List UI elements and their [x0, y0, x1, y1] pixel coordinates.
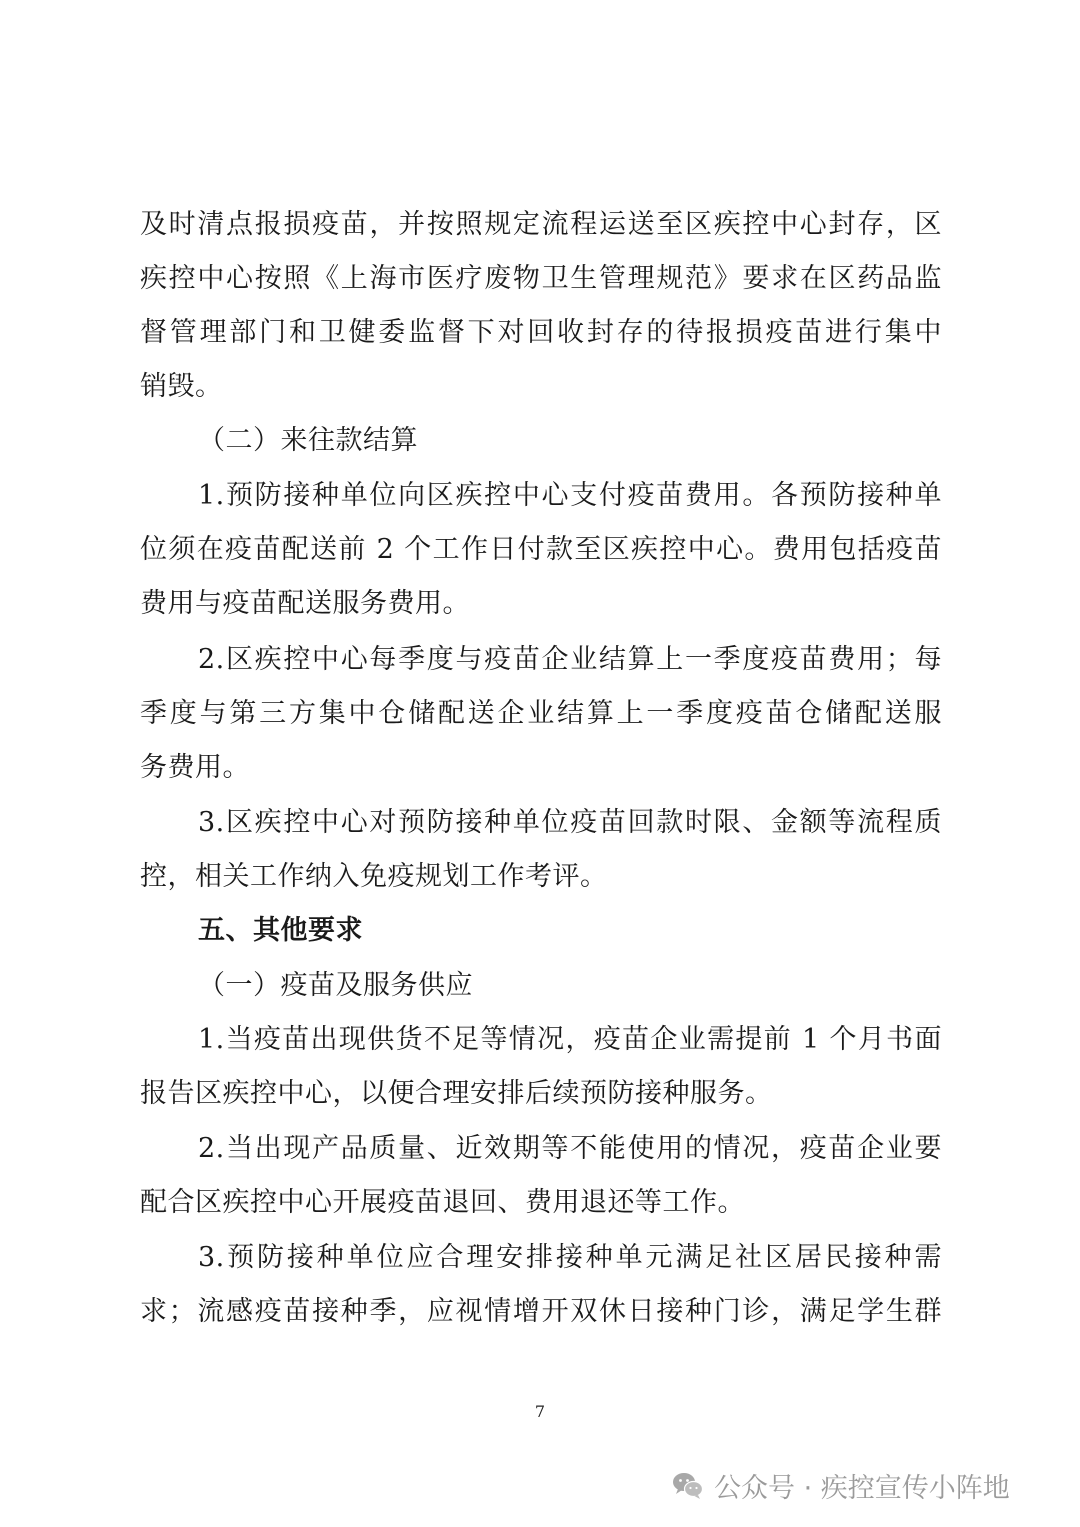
paragraph-line: 1.当疫苗出现供货不足等情况，疫苗企业需提前 1 个月书面	[198, 1024, 942, 1055]
paragraph-line: 费用与疫苗配送服务费用。	[140, 588, 470, 619]
subsection-heading: （一）疫苗及服务供应	[198, 970, 473, 1001]
paragraph-line: 1.预防接种单位向区疾控中心支付疫苗费用。各预防接种单	[198, 480, 942, 511]
paragraph-line: 位须在疫苗配送前 2 个工作日付款至区疾控中心。费用包括疫苗	[140, 534, 942, 565]
paragraph-line: 疾控中心按照《上海市医疗废物卫生管理规范》要求在区药品监	[140, 263, 942, 294]
page-number: 7	[534, 1402, 546, 1421]
paragraph-line: 2.区疾控中心每季度与疫苗企业结算上一季度疫苗费用；每	[198, 644, 942, 675]
section-heading: 五、其他要求	[198, 915, 363, 946]
paragraph-line: 及时清点报损疫苗，并按照规定流程运送至区疾控中心封存，区	[140, 209, 942, 240]
paragraph-line: 控，相关工作纳入免疫规划工作考评。	[140, 861, 608, 892]
paragraph-line: 销毁。	[140, 371, 223, 402]
paragraph-line: 3.区疾控中心对预防接种单位疫苗回款时限、金额等流程质	[198, 807, 942, 838]
paragraph-line: 2.当出现产品质量、近效期等不能使用的情况，疫苗企业要	[198, 1133, 942, 1164]
paragraph-line: 报告区疾控中心，以便合理安排后续预防接种服务。	[140, 1078, 773, 1109]
paragraph-line: 求；流感疫苗接种季，应视情增开双休日接种门诊，满足学生群	[140, 1296, 942, 1327]
wechat-icon	[672, 1470, 704, 1500]
subsection-heading: （二）来往款结算	[198, 425, 418, 456]
paragraph-line: 季度与第三方集中仓储配送企业结算上一季度疫苗仓储配送服	[140, 698, 942, 729]
paragraph-line: 配合区疾控中心开展疫苗退回、费用退还等工作。	[140, 1187, 745, 1218]
watermark-text: 公众号 · 疾控宣传小阵地	[714, 1472, 1010, 1504]
paragraph-line: 务费用。	[140, 752, 250, 783]
wechat-watermark	[672, 1465, 1052, 1505]
paragraph-line: 督管理部门和卫健委监督下对回收封存的待报损疫苗进行集中	[140, 317, 942, 348]
paragraph-line: 3.预防接种单位应合理安排接种单元满足社区居民接种需	[198, 1242, 942, 1273]
